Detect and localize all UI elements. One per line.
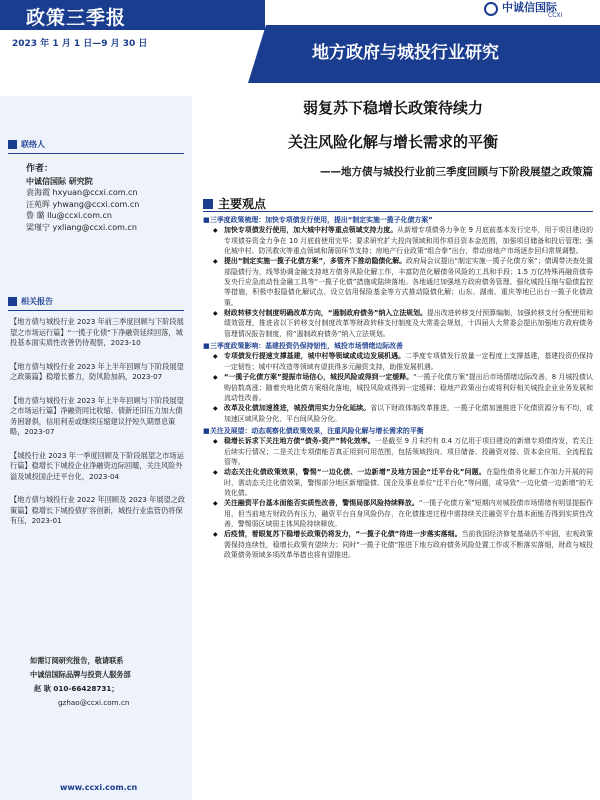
- related-report-item[interactable]: 【地方债与城投行业 2022 年回顾及 2023 年展望之政策篇】稳增长下城投债扩容创新，城投行业监管仍将保有压，2023-01: [10, 495, 186, 525]
- key-point-lead: “一揽子化债方案”提振市场信心，城投风险或得到一定缓释。: [224, 373, 414, 382]
- contacts-divider: [8, 153, 184, 154]
- section-heading: [203, 426, 593, 436]
- key-point-lead: 提出“制定实施一揽子化债方案”，多管齐下推动隐债化解。: [224, 257, 407, 266]
- related-reports-list: [10, 317, 186, 540]
- section-heading-text: 三季度政策梳理：加快专项债发行使用，提出“制定实施一揽子化债方案”: [210, 216, 433, 224]
- related-label: 相关报告: [21, 297, 53, 306]
- report-date-range: 2023 年 1 月 1 日—9 月 30 日: [12, 39, 148, 49]
- diamond-bullet-icon: ◆: [213, 469, 218, 477]
- key-point-item: [213, 498, 593, 529]
- key-point-text: “一揽子化债方案”短期内对城投债市场情绪有明显提振作用，但当前地方财政仍有压力，融资平台自身风险仍存，在化债推进过程中需持续关注融资平台基本面能否得到实质性改善，警惕弱区域弱主体风险持续释放。: [224, 499, 593, 528]
- authors-label: 作者：: [26, 164, 54, 174]
- contacts-icon: [8, 140, 17, 149]
- square-bullet-icon: ■: [203, 342, 210, 351]
- key-point-item: [213, 467, 593, 498]
- key-point-text: 提出改进转移支付预算编制，加强转移支付分配使用和绩效管理，推进省以下转移支付制度改革等财政转移支付制度及大常委会规划，十四届人大常委会提出加强地方政府债务管理情况报告制度，将“遏制政府债务”纳入立法规划。: [224, 309, 594, 338]
- key-point-text: 二季度专项债发行放量一定程度上支撑基建，基建投资仍保持一定韧性；城中村改造等领域有望获得多元融资支持，助推发展机遇。: [224, 352, 594, 371]
- contact-line-2: 中诚信国际品牌与投资人服务部: [30, 670, 131, 679]
- report-type-title: 政策三季报: [26, 7, 127, 29]
- industry-title: 地方政府与城投行业研究: [312, 43, 499, 63]
- key-point-text: 当前我国经济修复基础仍不牢固，宏观政策需保持连续性，稳增长政策有望续力；同时“一揽子化债”推进下地方政府债务风险处置工作或不断落实落细，财政与城投政策债务领域多项改革举措也将有望推进。: [224, 530, 594, 559]
- diamond-bullet-icon: ◆: [213, 531, 218, 539]
- key-point-text: 从新增专项债务力争在 9 月底前基本发行完毕，用于项目建设的专项债券资金力争在 10 月底前使用完毕；要求研究扩大投向领域和用作项目资本金范围，加强项目储备和投后管理；强化城中村、防汛救灾等重点领域和薄弱环节支持；房地产行业政策“组合拳”出台，带动房地产市场逐步回归常规调整。: [224, 226, 593, 256]
- key-point-text: 政府局会议提出“制定实施一揽子化债方案”；债调带决查处置部隐债行为，线琴协调金融支持地方债务风险化解工作，丰富防范化解债务风险的工具和手段；1.5 万亿特殊再融资债券发央行应急流动性金融工具等“一揽子化债”措施或陆续落地。各地通过加强地方政府债务管理、强化城投压缩与隐债监控等措施，积极申报隐债化解试点、设立信用保险基金等方式推动隐债化解；山东、湖南、重庆等地已出台一揽子化债政策。: [224, 257, 593, 307]
- key-point-lead: 稳增长诉求下关注地方债“债务-资产”转化效率。: [224, 437, 375, 446]
- key-points-icon: [203, 199, 213, 209]
- main-subtitle: ——地方债与城投行业前三季度回顾与下阶段展望之政策篇: [320, 166, 593, 178]
- related-reports-icon: [8, 297, 17, 306]
- author-entry[interactable]: 汪苑晖 yhwang@ccxi.com.cn: [26, 199, 140, 209]
- header-left-panel: [0, 0, 265, 90]
- related-report-item[interactable]: 【地方债与城投行业 2023 年上半年回顾与下阶段展望之市场运行篇】净融资同比收缩、债新还旧压力加大债务困窘俱，信用利差或继续压缩建议抒短久期票息策略，2023-07: [10, 395, 184, 436]
- section-heading: [203, 341, 593, 351]
- key-point-item: [213, 256, 593, 308]
- key-point-lead: 动态关注化债政策效果，警惕“一边化债、一边新增”及地方国企“迁平台化”问题。: [224, 468, 487, 477]
- key-point-item: [213, 403, 593, 424]
- company-logo: [480, 0, 600, 24]
- key-point-text: 在隐性债务化解工作加力开展的同时，需动态关注化债效果，警惕部分地区新增隐债、国企及事业单位“迁平台化”等问题，或导致“一边化债一边新增”的无效化债。: [224, 468, 593, 497]
- square-bullet-icon: ■: [203, 216, 210, 224]
- author-entry[interactable]: 鲁 璐 llu@ccxi.com.cn: [26, 211, 112, 220]
- logo-mark-icon: [484, 2, 498, 16]
- related-divider: [8, 310, 184, 311]
- logo-sub: CCXI: [548, 12, 563, 19]
- key-point-item: [213, 225, 593, 256]
- key-point-text: 一是截至 9 月末约有 0.4 万亿用于项目建设的新增专项债待发，若关注后续实行情况；二是关注专项债能否真正用到可用范围，包括领域投向、项目储备、投融资对接、资本金应用、全流程监管等。: [224, 437, 594, 466]
- author-org: 中诚信国际 研究院: [26, 176, 93, 186]
- related-report-item[interactable]: 【地方债与城投行业 2023 年前三季度回顾与下阶段展望之市场运行篇】“一揽子化债”下净融资延续回落，城投基本面实质性改善仍待观察，2023-10: [10, 317, 184, 347]
- diamond-bullet-icon: ◆: [213, 405, 218, 413]
- logo-name: 中诚信国际: [502, 1, 557, 14]
- key-point-lead: 财政转移支付制度明确改革方向，“遏制政府债务”纳入立法规划。: [224, 309, 427, 318]
- key-points-body: [203, 213, 593, 560]
- author-list: [26, 164, 186, 233]
- contact-line-1: 如需订阅研究报告，敬请联系: [30, 656, 124, 665]
- key-point-item: [213, 372, 593, 403]
- report-header: [0, 0, 600, 90]
- author-entry[interactable]: 梁瑾宁 yxliang@ccxi.com.cn: [26, 222, 137, 232]
- diamond-bullet-icon: ◆: [213, 310, 218, 318]
- section-heading-text: 三季度政策影响：基建投资仍保持韧性，城投市场情绪边际改善: [210, 342, 403, 351]
- related-section-heading: [8, 296, 53, 307]
- key-point-lead: 关注融资平台基本面能否实质性改善，警惕局部风险持续释放。: [224, 499, 419, 508]
- main-title-line-1: 弱复苏下稳增长政策待续力: [302, 99, 483, 117]
- key-point-text: 省以下财政体制改革推进，一揽子化债加速推进下化债资源分布不均，或加速区域风险分化、平台间风险分化。: [224, 404, 594, 423]
- square-bullet-icon: ■: [203, 426, 210, 435]
- diamond-bullet-icon: ◆: [213, 374, 218, 382]
- diamond-bullet-icon: ◆: [213, 227, 218, 235]
- key-points-divider: [203, 211, 593, 212]
- header-title-band: [0, 0, 265, 30]
- subscription-contact: [30, 654, 190, 710]
- diamond-bullet-icon: ◆: [213, 353, 218, 361]
- contacts-section-heading: [8, 139, 45, 150]
- related-report-item[interactable]: 【城投行业 2023 年一季度回顾及下阶段展望之市场运行篇】稳增长下城投企业净融资边际回暖，关注风险外溢及城投国企迁平台化，2023-04: [10, 450, 184, 481]
- key-points-heading: [203, 195, 266, 212]
- related-report-item[interactable]: 【地方债与城投行业 2023 年上半年回顾与下阶段展望之政策篇】稳增长蓄力，防风险加码，2023-07: [10, 361, 184, 381]
- key-point-lead: 加快专项债发行使用，加大城中村等重点领域支持力度。: [224, 226, 398, 235]
- contacts-label: 联络人: [21, 140, 45, 149]
- key-point-item: [213, 436, 593, 467]
- website-link[interactable]: www.ccxi.com.cn: [60, 783, 138, 792]
- key-point-text: “一揽子化债方案”提出后市场情绪边际改善，8 月城投债认购倍数高涨；随着央地化债方案细化落地，城投风险或得到一定缓释；稳地产政策出台或将利好相关城投企业业务发展和流动性改善。: [224, 373, 593, 402]
- contact-email[interactable]: gzhao@ccxi.com.cn: [58, 698, 130, 707]
- main-title-line-2: 关注风险化解与增长需求的平衡: [287, 133, 498, 151]
- section-heading-text: 关注及展望：动态观察化债政策效果，注重风险化解与增长需求的平衡: [210, 426, 424, 435]
- diamond-bullet-icon: ◆: [213, 500, 218, 508]
- key-point-item: [213, 529, 593, 560]
- diamond-bullet-icon: ◆: [213, 258, 218, 266]
- key-point-item: [213, 351, 593, 372]
- key-point-lead: 改革及化债加速推进，城投债用实力分化延续。: [224, 404, 371, 413]
- contact-phone: 赵 耿 010-66428731；: [34, 684, 119, 693]
- key-point-lead: 专项债发行提速支撑基建，城中村等领域或成边发展机遇。: [224, 352, 406, 361]
- author-entry[interactable]: 袁海霞 hxyuan@ccxi.com.cn: [26, 188, 138, 197]
- section-heading: [203, 215, 593, 225]
- key-point-item: [213, 308, 593, 339]
- diamond-bullet-icon: ◆: [213, 438, 218, 446]
- key-points-label: 主要观点: [218, 197, 267, 211]
- key-point-lead: 后疫情，着眼复苏下稳增长政策仍将发力，“一揽子化债”待进一步落实落细。: [224, 530, 462, 539]
